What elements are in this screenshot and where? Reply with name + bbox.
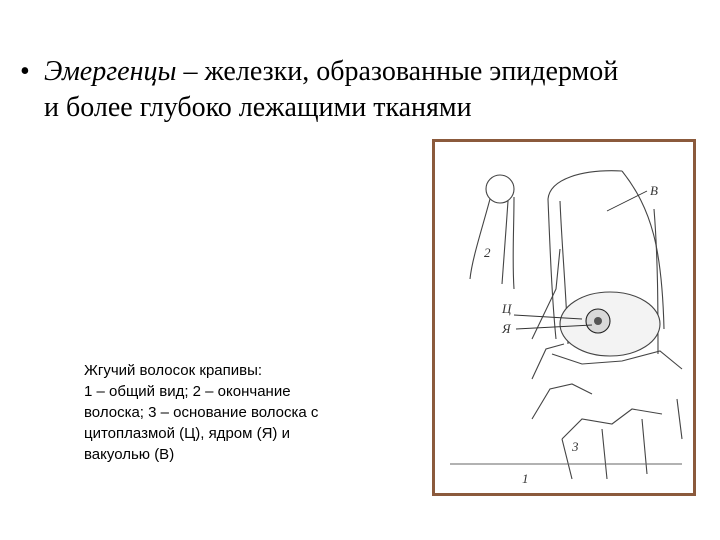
bullet-text	[44, 54, 620, 126]
figure-drawing	[432, 139, 696, 496]
caption-line-4: цитоплазмой (Ц), ядром (Я) и	[84, 425, 290, 442]
label-three: 3	[572, 439, 579, 454]
slide-bullet	[20, 54, 620, 126]
stinging-hair-figure	[432, 139, 696, 496]
label-two: 2	[484, 245, 491, 260]
caption-line-1: Жгучий волосок крапивы:	[84, 362, 263, 379]
definition: – железки, образованные эпидермой и более глубоко лежащими тканями	[44, 56, 619, 123]
figure-caption	[84, 360, 384, 465]
label-ya: Я	[502, 321, 511, 336]
term: Эмергенцы	[44, 56, 177, 87]
caption-line-3: волоска; 3 – основание волоска с	[84, 404, 319, 421]
label-v: В	[650, 183, 658, 198]
bullet-symbol: •	[20, 56, 30, 87]
label-c: Ц	[502, 301, 512, 316]
caption-line-2: 1 – общий вид; 2 – окончание	[84, 383, 291, 400]
caption-line-5: вакуолью (В)	[84, 446, 175, 463]
label-one: 1	[522, 471, 529, 486]
